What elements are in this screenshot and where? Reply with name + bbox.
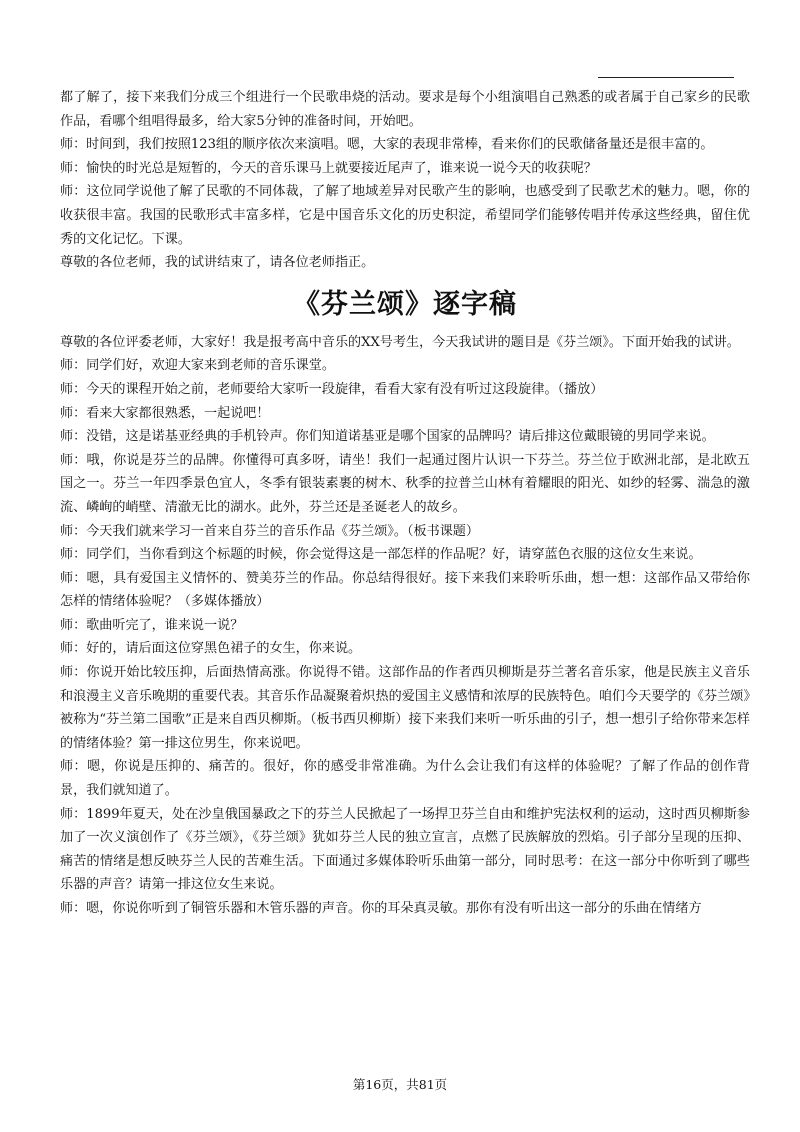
section-title: 《芬兰颂》逐字稿 (293, 288, 517, 320)
paragraph: 师：嗯，具有爱国主义情怀的、赞美芬兰的作品。你总结得很好。接下来我们来聆听乐曲，想一想：这部作品又带给你怎样的情绪体验呢？（多媒体播放） (60, 570, 750, 610)
page-number: 第16页，共81页 (352, 1077, 448, 1092)
paragraph: 尊敬的各位评委老师，大家好！我是报考高中音乐的XX号考生，今天我试讲的题目是《芬兰颂》。下面开始我的试讲。 (60, 334, 740, 350)
paragraph: 师：看来大家都很熟悉，一起说吧！ (60, 405, 270, 421)
paragraph: 师：嗯，你说你听到了铜管乐器和木管乐器的声音。你的耳朵真灵敏。那你有没有听出这一部分的乐曲在情绪方 (60, 901, 702, 916)
paragraph: 师：好的，请后面这位穿黑色裙子的女生，你来说。 (60, 641, 362, 657)
paragraph: 师：今天我们就来学习一首来自芬兰的音乐作品《芬兰颂》。（板书课题） (60, 523, 479, 539)
paragraph: 师：哦，你说是芬兰的品牌。你懂得可真多呀，请坐！我们一起通过图片认识一下芬兰。芬兰位于欧洲北部，是北欧五国之一。芬兰一年四季景色宜人，冬季有银装素裹的树木、秋季的拉普兰山林有着耀眼的阳光、如纱的轻雾、湍急的激流、嶙峋的峭壁、清澈无比的湖水。此外，芬兰还是圣诞老人的故乡。 (60, 452, 750, 515)
paragraph: 师：同学们好，欢迎大家来到老师的音乐课堂。 (60, 358, 335, 374)
paragraph: 师：时间到，我们按照123组的顺序依次来演唱。嗯，大家的表现非常棒，看来你们的民歌储备量还是很丰富的。 (60, 137, 714, 153)
paragraph: 师：歌曲听完了，谁来说一说？ (60, 617, 244, 633)
paragraph: 师：今天的课程开始之前，老师要给大家听一段旋律，看看大家有没有听过这段旋律。（播放） (60, 381, 604, 397)
paragraph: 尊敬的各位老师，我的试讲结束了，请各位老师指正。 (60, 255, 375, 271)
page-content (60, 86, 750, 921)
paragraph: 师：嗯，你说是压抑的、痛苦的。很好，你的感受非常准确。为什么会让我们有这样的体验呢？了解了作品的创作背景，我们就知道了。 (60, 759, 750, 799)
paragraph: 都了解了，接下来我们分成三个组进行一个民歌串烧的活动。要求是每个小组演唱自己熟悉的或者属于自己家乡的民歌作品，看哪个组唱得最多，给大家5分钟的准备时间，开始吧。 (60, 90, 750, 129)
header-rule (598, 77, 734, 78)
paragraph: 师：你说开始比较压抑，后面热情高涨。你说得不错。这部作品的作者西贝柳斯是芬兰著名音乐家，他是民族主义音乐和浪漫主义音乐晚期的重要代表。其音乐作品凝聚着炽热的爱国主义感情和浓厚的民族特色。咱们今天要学的《芬兰颂》被称为“芬兰第二国歌”正是来自西贝柳斯。（板书西贝柳斯）接下来我们来听一听乐曲的引子，想一想引子给你带来怎样的情绪体验？第一排这位男生，你来说吧。 (60, 665, 750, 751)
paragraph: 师：愉快的时光总是短暂的，今天的音乐课马上就要接近尾声了，谁来说一说今天的收获呢？ (60, 160, 597, 176)
paragraph: 师：没错，这是诺基亚经典的手机铃声。你们知道诺基亚是哪个国家的品牌吗？请后排这位戴眼镜的男同学来说。 (60, 429, 715, 445)
paragraph: 师：同学们，当你看到这个标题的时候，你会觉得这是一部怎样的作品呢？好，请穿蓝色衣服的这位女生来说。 (60, 547, 702, 563)
paragraph: 师：1899年夏天，处在沙皇俄国暴政之下的芬兰人民掀起了一场捍卫芬兰自由和维护宪法权利的运动，这时西贝柳斯参加了一次义演创作了《芬兰颂》，《芬兰颂》犹如芬兰人民的独立宣言，点燃了民族解放的烈焰。引子部分呈现的压抑、痛苦的情绪是想反映芬兰人民的苦难生活。下面通过多媒体聆听乐曲第一部分，同时思考：在这一部分中你听到了哪些乐器的声音？请第一排这位女生来说。 (60, 806, 750, 893)
paragraph: 师：这位同学说他了解了民歌的不同体裁，了解了地域差异对民歌产生的影响，也感受到了民歌艺术的魅力。嗯，你的收获很丰富。我国的民歌形式丰富多样，它是中国音乐文化的历史积淀，希望同学们能够传唱并传承这些经典，留住优秀的文化记忆。下课。 (60, 184, 750, 247)
